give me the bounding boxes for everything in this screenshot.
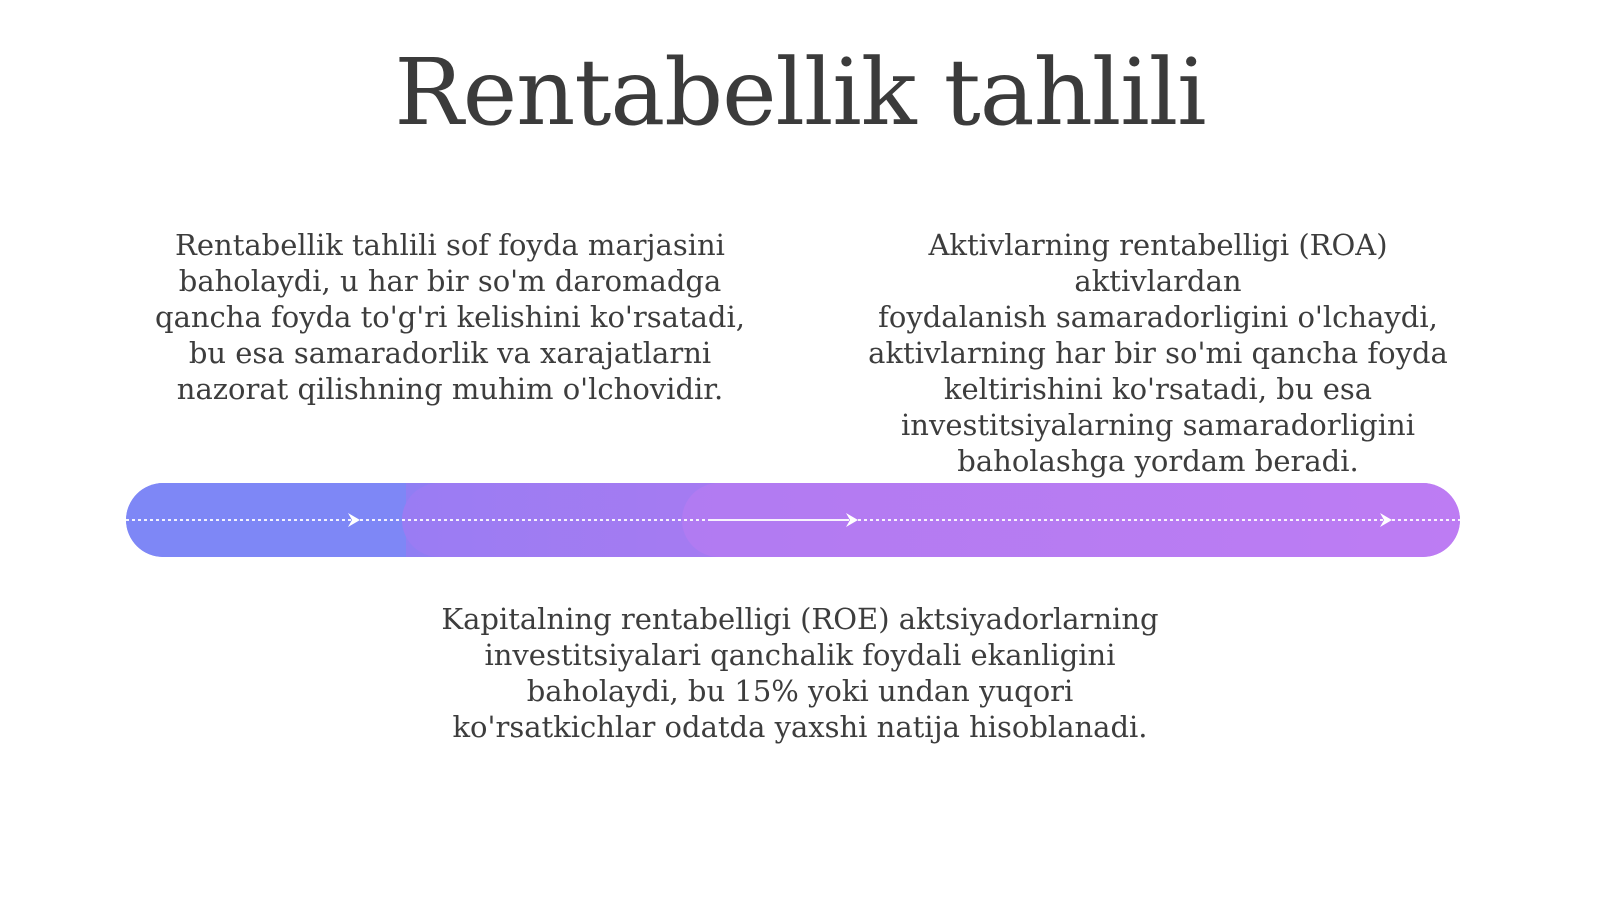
text-line: investitsiyalarning samaradorligini (901, 408, 1415, 442)
text-line: bu esa samaradorlik va xarajatlarni (188, 336, 712, 370)
text-line: foydalanish samaradorligini o'lchaydi, (878, 300, 1438, 334)
text-line: Kapitalning rentabelligi (ROE) aktsiyadorlarning (441, 602, 1159, 636)
text-line: investitsiyalari qanchalik foydali ekanligini (484, 638, 1116, 672)
timeline-arrows (126, 483, 1460, 557)
text-line: Aktivlarning rentabelligi (ROA) aktivlardan (928, 228, 1388, 298)
text-line: Rentabellik tahlili sof foyda marjasini (175, 228, 725, 262)
text-line: baholaydi, u har bir so'm daromadga (178, 264, 722, 298)
text-block-roa (842, 227, 1474, 479)
text-block-net-profit-margin (150, 227, 750, 407)
slide-title: Rentabellik tahlili (394, 39, 1206, 146)
text-line: nazorat qilishning muhim o'lchovidir. (176, 372, 724, 406)
text-line: aktivlarning har bir so'mi qancha foyda (868, 336, 1448, 370)
text-line: qancha foyda to'g'ri kelishini ko'rsatadi, (155, 300, 745, 334)
text-block-roe (440, 601, 1160, 745)
text-line: baholashga yordam beradi. (957, 444, 1359, 478)
text-line: baholaydi, bu 15% yoki undan yuqori (526, 674, 1074, 708)
text-line: keltirishini ko'rsatadi, bu esa (943, 372, 1373, 406)
timeline-bar (126, 483, 1460, 557)
text-line: ko'rsatkichlar odatda yaxshi natija hisoblanadi. (452, 710, 1148, 744)
